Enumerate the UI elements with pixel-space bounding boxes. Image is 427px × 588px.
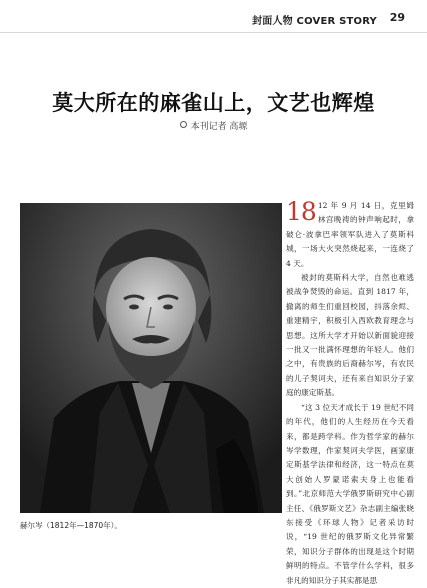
article-headline: 莫大所在的麻雀山上，文艺也辉煌	[52, 91, 375, 115]
photo-caption: 赫尔岑（1812年—1870年）。	[20, 521, 122, 530]
portrait-photo	[20, 203, 282, 513]
article-body	[286, 199, 414, 588]
portrait-illustration	[20, 203, 282, 513]
byline-text: 本刊记者 高塬	[190, 122, 248, 132]
byline	[0, 119, 427, 132]
article-paragraph-text: 12 年 9 月 14 日，克里姆林宫晚祷的钟声响起时，拿破仑·波拿巴率领军队进入了莫斯科城，一场大火突然烧起来，一连烧了 4 天。	[286, 201, 414, 268]
running-header	[0, 0, 427, 33]
page-number: 29	[389, 11, 405, 24]
byline-bullet-icon	[180, 121, 187, 128]
drop-cap: 18	[286, 197, 316, 226]
section-label: 封面人物 COVER STORY	[252, 16, 377, 27]
header-divider	[0, 32, 427, 33]
article-paragraph: “这 3 位天才成长于 19 世纪不同的年代，他们的人生经历在今天看来，都是跨学科。作为哲学家的赫尔岑学数理，作家契诃夫学医，画家康定斯基学法律和经济，这一特点在莫大创始人罗蒙诺索夫身上也能看到。”北京师范大学俄罗斯研究中心副主任、《俄罗斯文艺》杂志副主编张晓东接受《环球人物》记者采访时说，“19 世纪的俄罗斯文化异常繁荣，知识分子群体的出现是这个时期鲜明的特点。不管学什么学科，很多非凡的知识分子其实都是思	[286, 402, 414, 585]
article-paragraph: 被封的莫斯科大学，自然也难逃被战争焚毁的命运。直到 1817 年，撤离的师生们重回校园，抖落余烬、重建精宇，积极引入西欧教育理念与思想。这所大学才开始以新面貌迎接一批又一批满怀理想的年轻人。他们之中，有贵族的后裔赫尔岑，有农民的儿子契诃夫，还有来自知识分子家庭的康定斯基。	[286, 273, 414, 398]
article-paragraph	[286, 199, 414, 271]
